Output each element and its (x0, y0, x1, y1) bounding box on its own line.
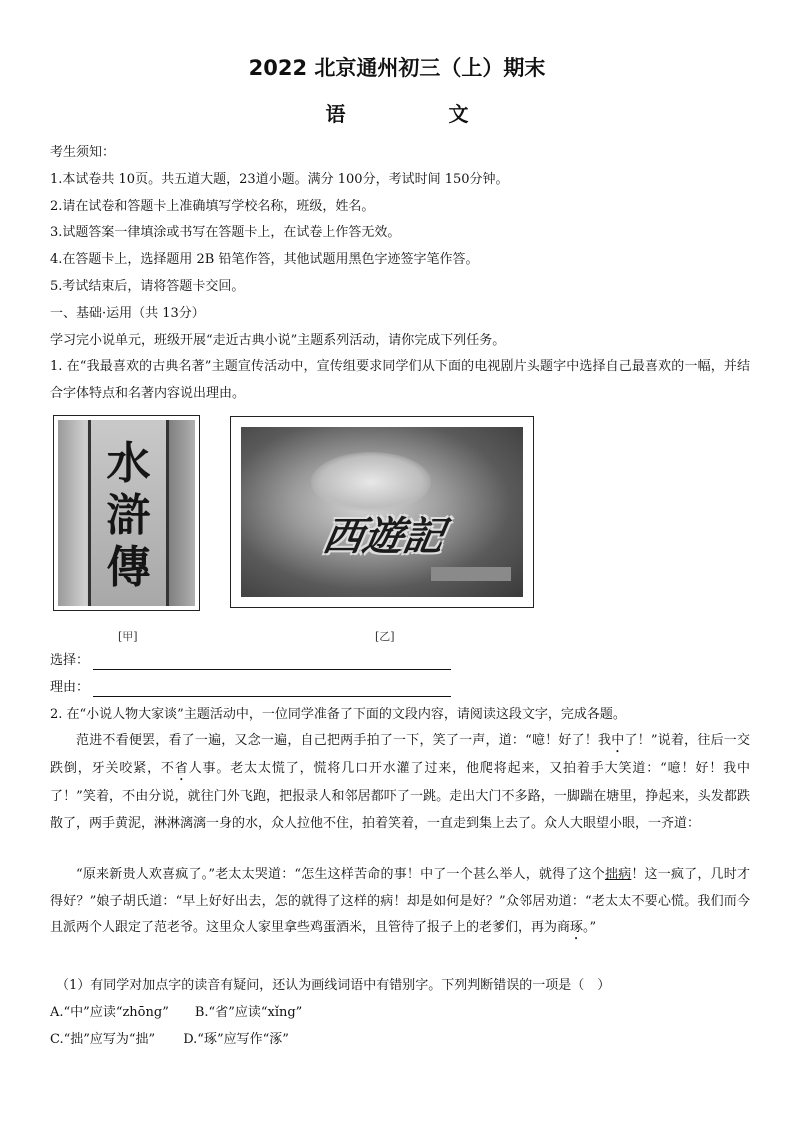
reason-label: 理由： (50, 680, 90, 695)
subquestion-1: （1）有同学对加点字的读音有疑问，还认为画线词语中有错别字。下列判断错误的一项是（ ） (56, 978, 611, 993)
figure-yi (230, 416, 534, 608)
passage-paragraph-2: “原来新贵人欢喜疯了。”老太太哭道：“怎生这样苦命的事！中了一个甚么举人，就得了这个拙病！这一疯了，几时才得好？”娘子胡氏道：“早上好好出去，怎的就得了这样的病！却是如何是好？”众邻居劝道：“老太太不要心慌。我们而今且派两个人跟定了范老爷。这里众人家里拿些鸡蛋酒米，且管待了报子上的老爹们，再为商琢。” (50, 867, 750, 935)
figure-jia-char-1: 水 (106, 438, 151, 489)
option-a[interactable]: A.“中”应读“zhōng” (50, 1005, 169, 1020)
subject-title: 语 文 (325, 102, 517, 126)
question-1: 1. 在“我最喜欢的古典名著”主题宣传活动中，宣传组要求同学们从下面的电视剧片头题字中选择自己最喜欢的一幅，并结合字体特点和名著内容说出理由。 (50, 359, 750, 401)
option-b[interactable]: B.“省”应读“xǐng” (194, 1005, 303, 1020)
dotted-char-zhong: 中 (611, 733, 625, 748)
notice-heading: 考生须知： (50, 145, 116, 160)
section-intro: 学习完小说单元，班级开展“走近古典小说”主题系列活动，请你完成下列任务。 (50, 333, 506, 348)
notice-item-4: 4.在答题卡上，选择题用 2B 铅笔作答，其他试题用黑色字迹签字笔作答。 (50, 252, 479, 267)
notice-item-1: 1.本试卷共 10页。共五道大题，23道小题。满分 100分，考试时间 150分钟。 (50, 172, 509, 187)
dotted-char-zhuo: 琢 (570, 920, 584, 935)
figure-yi-label: [乙] (375, 630, 395, 643)
question-2: 2. 在“小说人物大家谈”主题活动中，一位同学准备了下面的文段内容，请阅读这段文字，完成各题。 (50, 707, 626, 722)
section-heading: 一、基础·运用（共 13分） (50, 306, 205, 321)
choice-blank[interactable] (93, 655, 451, 670)
figure-jia-char-2: 滸 (106, 490, 151, 541)
figure-jia (53, 415, 200, 611)
notice-item-3: 3.试题答案一律填涂或书写在答题卡上，在试卷上作答无效。 (50, 225, 401, 240)
reason-blank[interactable] (93, 682, 451, 697)
notice-item-2: 2.请在试卷和答题卡上准确填写学校名称，班级，姓名。 (50, 199, 375, 214)
figure-jia-char-3: 傳 (106, 542, 151, 593)
figure-yi-title: 西遊記 (319, 513, 448, 560)
figure-jia-label: [甲] (118, 630, 138, 643)
option-d[interactable]: D.“琢”应写作“涿” (183, 1032, 289, 1047)
option-c[interactable]: C.“拙”应写为“拙” (50, 1032, 156, 1047)
choice-label: 选择： (50, 653, 90, 668)
exam-title: 2022 北京通州初三（上）期末 (248, 56, 546, 80)
dotted-char-sheng: 省 (174, 761, 189, 776)
passage-paragraph-1: 范进不看便罢，看了一遍，又念一遍，自己把两手拍了一下，笑了一声，道：“噫！好了！我中了！”说着，往后一交跌倒，牙关咬紧，不省人事。老太太慌了，慌将几口开水灌了过来，他爬将起来，又拍着手大笑道：“噫！好！我中了！”笑着，不由分说，就往门外飞跑，把报录人和邻居都吓了一跳。走出大门不多路，一脚踹在塘里，挣起来，头发都跌散了，两手黄泥，淋淋漓漓一身的水，众人拉他不住，拍着笑着，一直走到集上去了。众人大眼望小眼，一齐道： (50, 733, 750, 831)
notice-item-5: 5.考试结束后，请将答题卡交回。 (50, 279, 245, 294)
underlined-word-chubing: 拙病 (604, 867, 632, 882)
